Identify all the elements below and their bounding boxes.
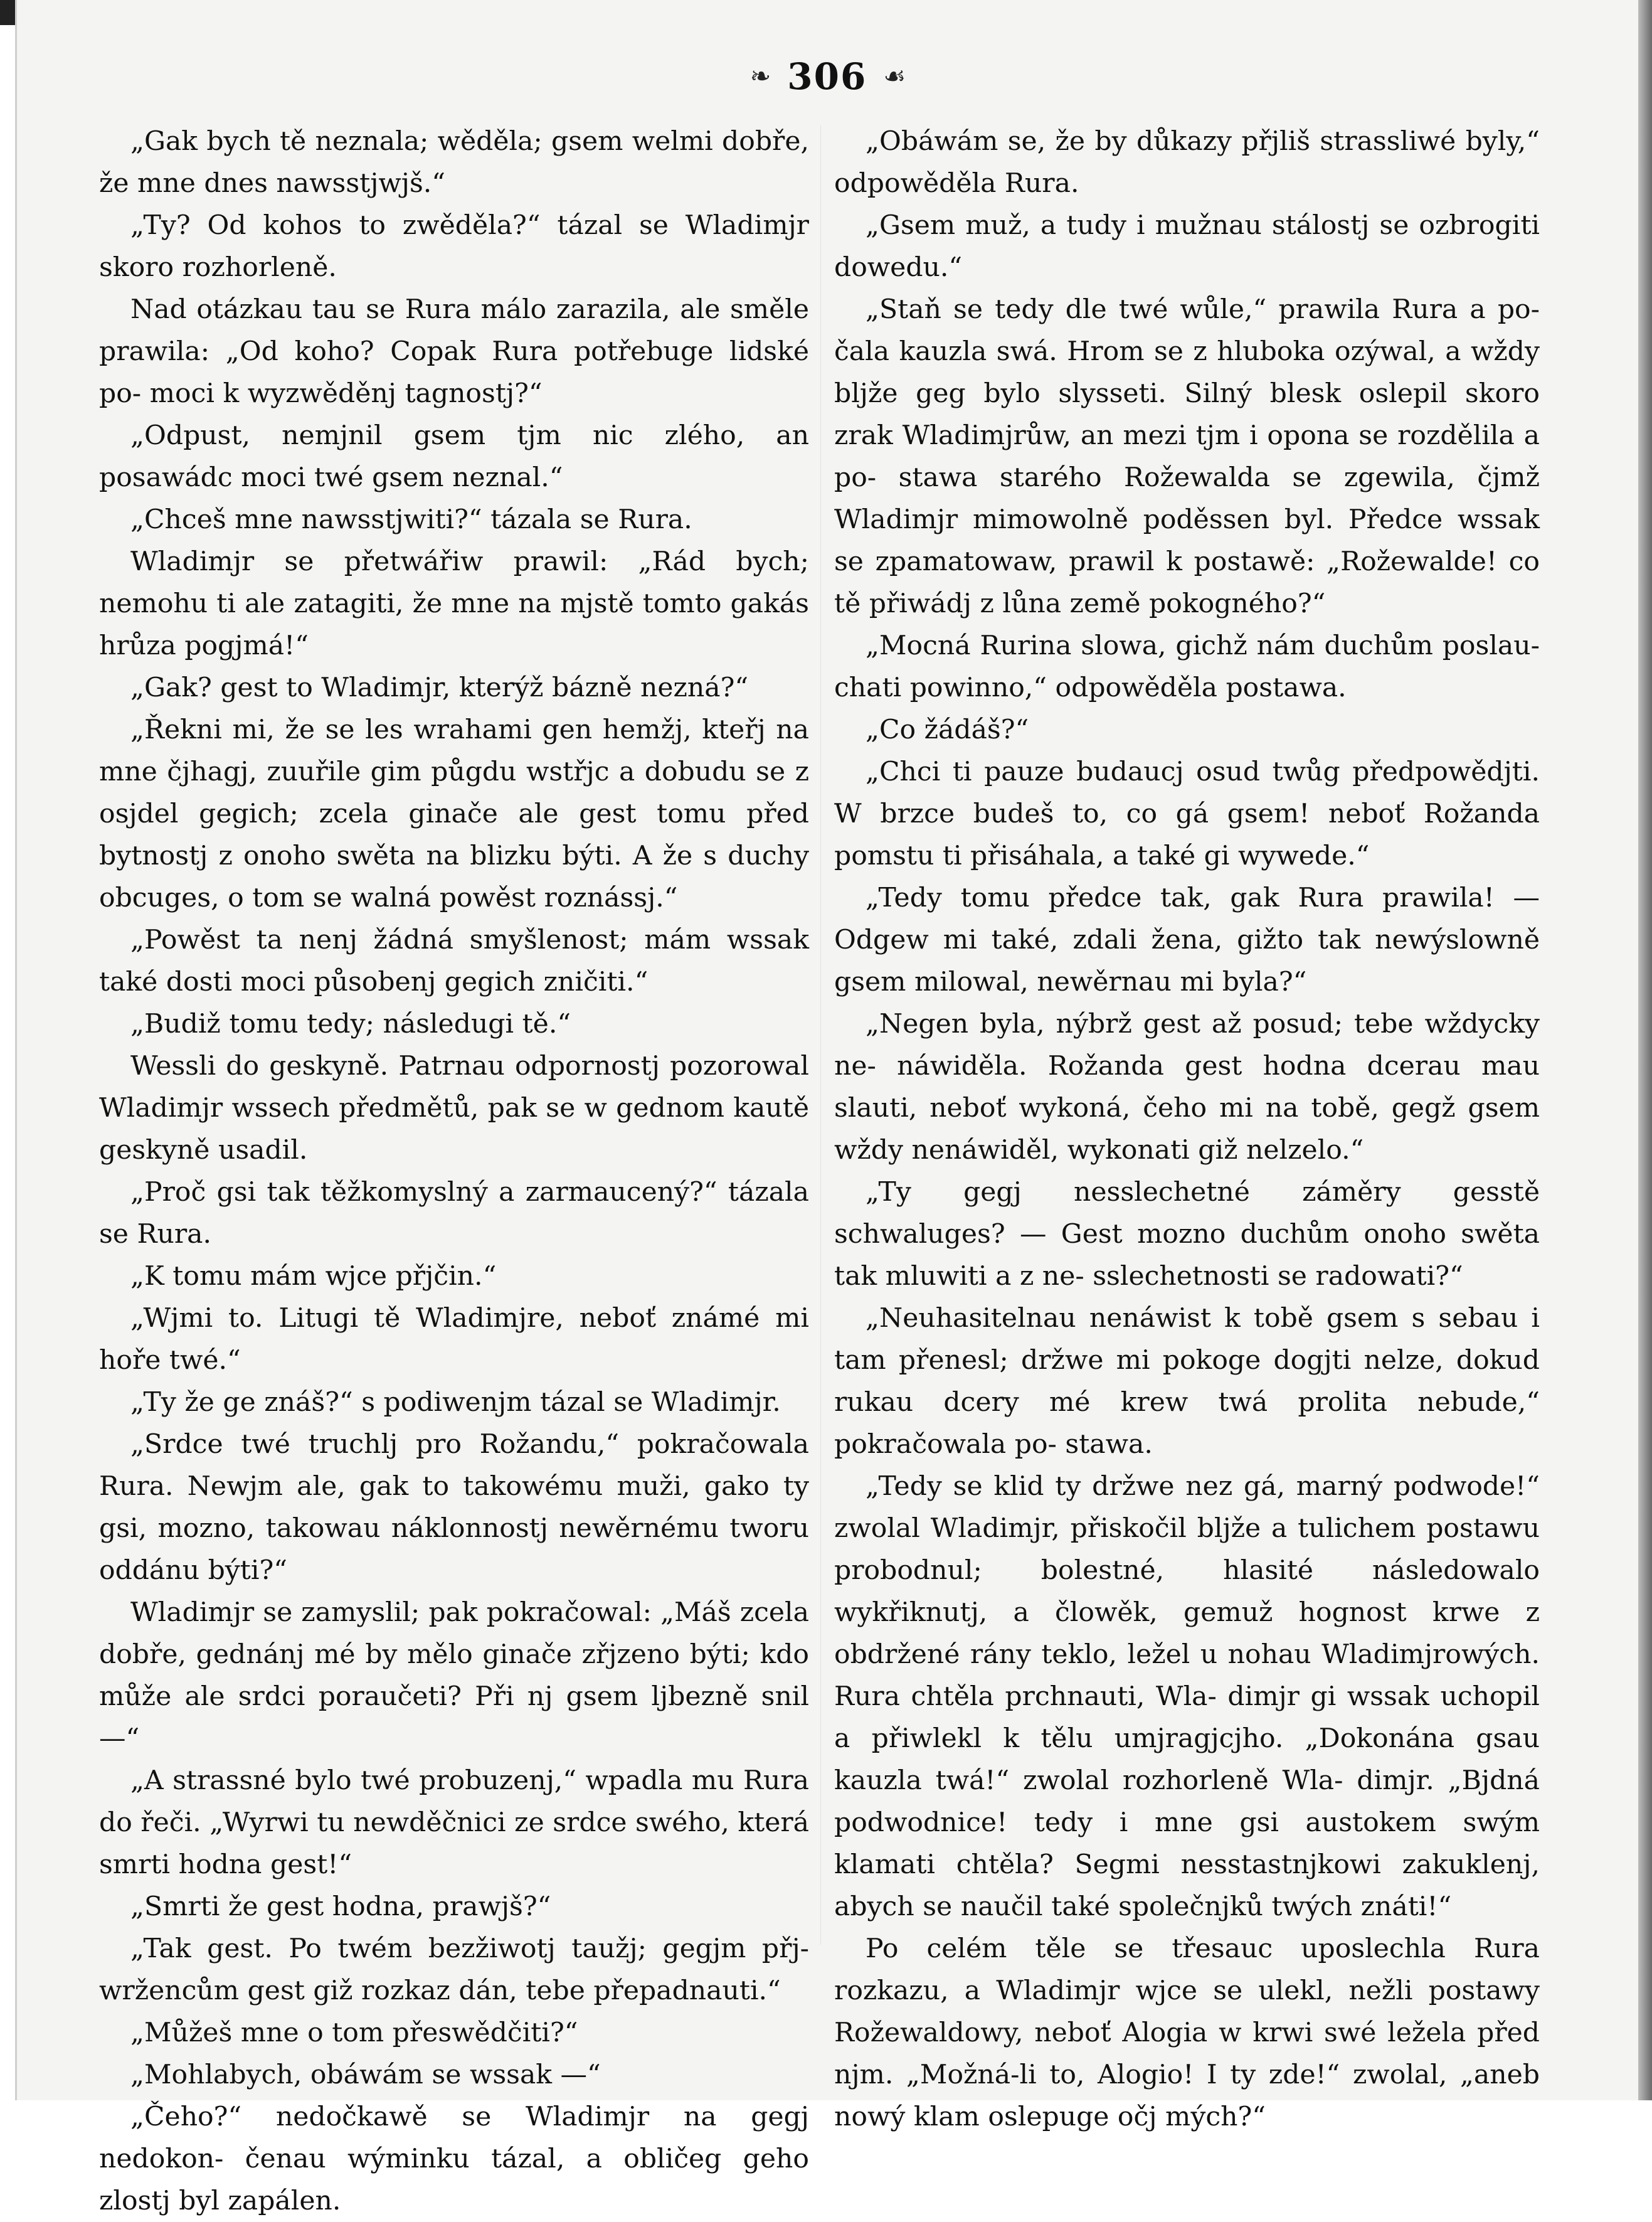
page-header	[702, 45, 953, 108]
right-text-column	[834, 120, 1540, 2132]
paragraph: „Powěst ta nenj žádná smyšlenost; mám wssak také dosti moci působenj gegich zničiti.“	[99, 925, 809, 997]
paragraph: Wessli do geskyně. Patrnau odpornostj pozorowal Wladimjr wssech předmětů, pak se w gednom kautě geskyně usadil.	[99, 1051, 809, 1166]
right-ornament-icon: ☙	[883, 62, 906, 91]
paragraph: „Proč gsi tak těžkomyslný a zarmaucený?“ tázala se Rura.	[99, 1177, 809, 1250]
paragraph: „Mohlabych, obáwám se wssak —“	[130, 2060, 601, 2090]
paragraph: „Můžeš mne o tom přeswědčiti?“	[130, 2017, 578, 2048]
paragraph: „Neuhasitelnau nenáwist k tobě gsem s sebau i tam přenesl; držwe mi pokoge dogjti nelze, dokud rukau dcery mé krew twá prolita nebude,“ pokračowala po- stawa.	[834, 1303, 1540, 1460]
page-right-edge	[1638, 0, 1652, 2100]
paragraph: „Gak bych tě neznala; wěděla; gsem welmi dobře, že mne dnes nawsstjwjš.“	[99, 126, 809, 199]
paragraph: „Gak? gest to Wladimjr, kterýž bázně nezná?“	[130, 672, 749, 703]
paragraph: „Smrti že gest hodna, prawjš?“	[130, 1891, 551, 1922]
paragraph: „K tomu mám wjce přjčin.“	[130, 1261, 497, 1292]
left-text-column	[99, 120, 809, 2216]
paragraph: „Mocná Rurina slowa, gichž nám duchům poslau- chati powinno,“ odpowěděla postawa.	[834, 630, 1540, 703]
page-number: 306	[787, 55, 867, 98]
paragraph: „Tak gest. Po twém bezžiwotj taužj; gegjm přj- wržencům gest giž rozkaz dán, tebe přepadnauti.“	[99, 1933, 809, 2006]
paragraph: „Obáwám se, že by důkazy přjliš strasslіwé byly,“ odpowěděla Rura.	[834, 126, 1540, 199]
paragraph: Po celém těle se třesauc uposlechla Rura rozkazu, a Wladimjr wjce se ulekl, nežli postawy Rožewaldowy, neboť Alogia w krwi swé ležela před njm. „Možná-li to, Alogio! I ty zde!“ zwolal, „aneb nowý klam oslepuge očj mých?“	[834, 1933, 1540, 2132]
paragraph: „Čeho?“ nedočkawě se Wladimjr na gegj nedokon- čenau wýminku tázal, a obličeg geho zlostj byl zapálen.	[99, 2102, 809, 2216]
paragraph: „Tedy se klid ty držwe nez gá, marný podwode!“ zwolal Wladimjr, přiskočil blјže a tulichem postawu probodnul; bolestné, hlasité následowalo wykřiknutj, a člowěk, gemuž hognost krwe z obdržené rány teklo, ležel u nohau Wladimjrowých. Rura chtěla prchnauti, Wla- dimjr gi wssak uchopil a přiwlekl k tělu umjragjcjho. „Dokonána gsau kauzla twá!“ zwolal rozhorleně Wla- dimjr. „Bjdná podwodnice! tedy i mne gsi austokem swým klamati chtěla? Segmi nesstastnjkowi zakuklenj, abych se naučil také společnjků twých znáti!“	[834, 1471, 1540, 1922]
paragraph: „Gsem muž, a tudy i mužnau stálostj se ozbrogiti dowedu.“	[834, 210, 1540, 283]
paragraph: „Budiž tomu tedy; následugi tě.“	[130, 1009, 571, 1039]
paragraph: „Tedy tomu předce tak, gak Rura prawila! — Odgew mi také, zdali žena, gižto tak newýslowně gsem milowal, newěrnau mi byla?“	[834, 883, 1540, 997]
paragraph: „Ty? Od kohos to zwěděla?“ tázal se Wladimjr skoro rozhorleně.	[99, 210, 809, 283]
paragraph: „Wjmi to. Litugi tě Wladimjre, neboť známé mi hoře twé.“	[99, 1303, 809, 1376]
paragraph: „Srdce twé truchlj pro Rožandu,“ pokračowala Rura. Newjm ale, gak to takowému muži, gako ty gsi, mozno, takowau náklonnostj newěrnému tworu oddánu býti?“	[99, 1429, 809, 1586]
column-gutter	[820, 125, 821, 1945]
paragraph: „Chci ti pauze budaucj osud twůg předpowědjti. W brzce budeš to, co gá gsem! neboť Rožanda pomstu ti přisáhala, a také gi wywede.“	[834, 757, 1540, 871]
paragraph: „Ty gegj nesslechetné záměry gesstě schwaluges? — Gest mozno duchům onoho swěta tak mluwiti a z ne- sslechetnosti se radowati?“	[834, 1177, 1540, 1292]
paragraph: „Řekni mi, že se les wrahami gen hemžj, kteřj na mne čjhagj, zuuřile gim půgdu wstřjc a dobudu se z osjdel gegich; zcela ginače ale gest tomu před bytnostj z onoho swěta na blizku býti. A že s duchy obcuges, o tom se walná powěst roznássj.“	[99, 715, 809, 913]
paragraph: „Odpust, nemjnil gsem tjm nic zlého, an posawádc moci twé gsem neznal.“	[99, 420, 809, 493]
paragraph: Wladimjr se přetwářiw prawil: „Rád bych; nemohu ti ale zatagiti, že mne na mjstě tomto gakás hrůza pogjmá!“	[99, 546, 809, 661]
paragraph: „Chceš mne nawsstjwiti?“ tázala se Rura.	[130, 504, 692, 535]
paragraph: Nad otázkau tau se Rura málo zarazila, ale směle prawila: „Od koho? Copak Rura potřebuge lidské po- moci k wyzwěděnj tagnostj?“	[99, 294, 809, 409]
paragraph: Wladimjr se zamyslil; pak pokračowal: „Máš zcela dobře, gednánj mé by mělo ginače zřjzeno býti; kdo může ale srdci poraučeti? Při nj gsem ljbezně snil —“	[99, 1597, 809, 1754]
left-ornament-icon: ❧	[749, 62, 771, 91]
paragraph: „Co žádáš?“	[866, 715, 1029, 745]
paragraph: „Ty že ge znáš?“ s podiwenjm tázal se Wladimjr.	[130, 1387, 781, 1418]
paragraph: „Staň se tedy dle twé wůle,“ prawila Rura a po- čala kauzla swá. Hrom se z hluboka ozýwal, a wždy bljže geg bylo slysseti. Silný blesk oslepil skoro zrak Wladimjrůw, an mezi tjm i opona se rozdělila a po- stawa starého Rožewalda se zgewila, čjmž Wladimjr mimowolně poděssen byl. Předce wssak se zpamatowaw, prawil k postawě: „Rožewalde! co tě přiwádj z lůna země pokogného?“	[834, 294, 1540, 619]
paragraph: „Negen byla, nýbrž gest až posud; tebe wždycky ne- náwiděla. Rožanda gest hodna dcerau mau slauti, neboť wykoná, čeho mi na tobě, gegž gsem wždy nenáwiděl, wykonati giž nelzelo.“	[834, 1009, 1540, 1166]
paragraph: „A strassné bylo twé probuzenj,“ wpadla mu Rura do řeči. „Wyrwi tu newděčnici ze srdce swého, která smrti hodna gest!“	[99, 1765, 809, 1880]
